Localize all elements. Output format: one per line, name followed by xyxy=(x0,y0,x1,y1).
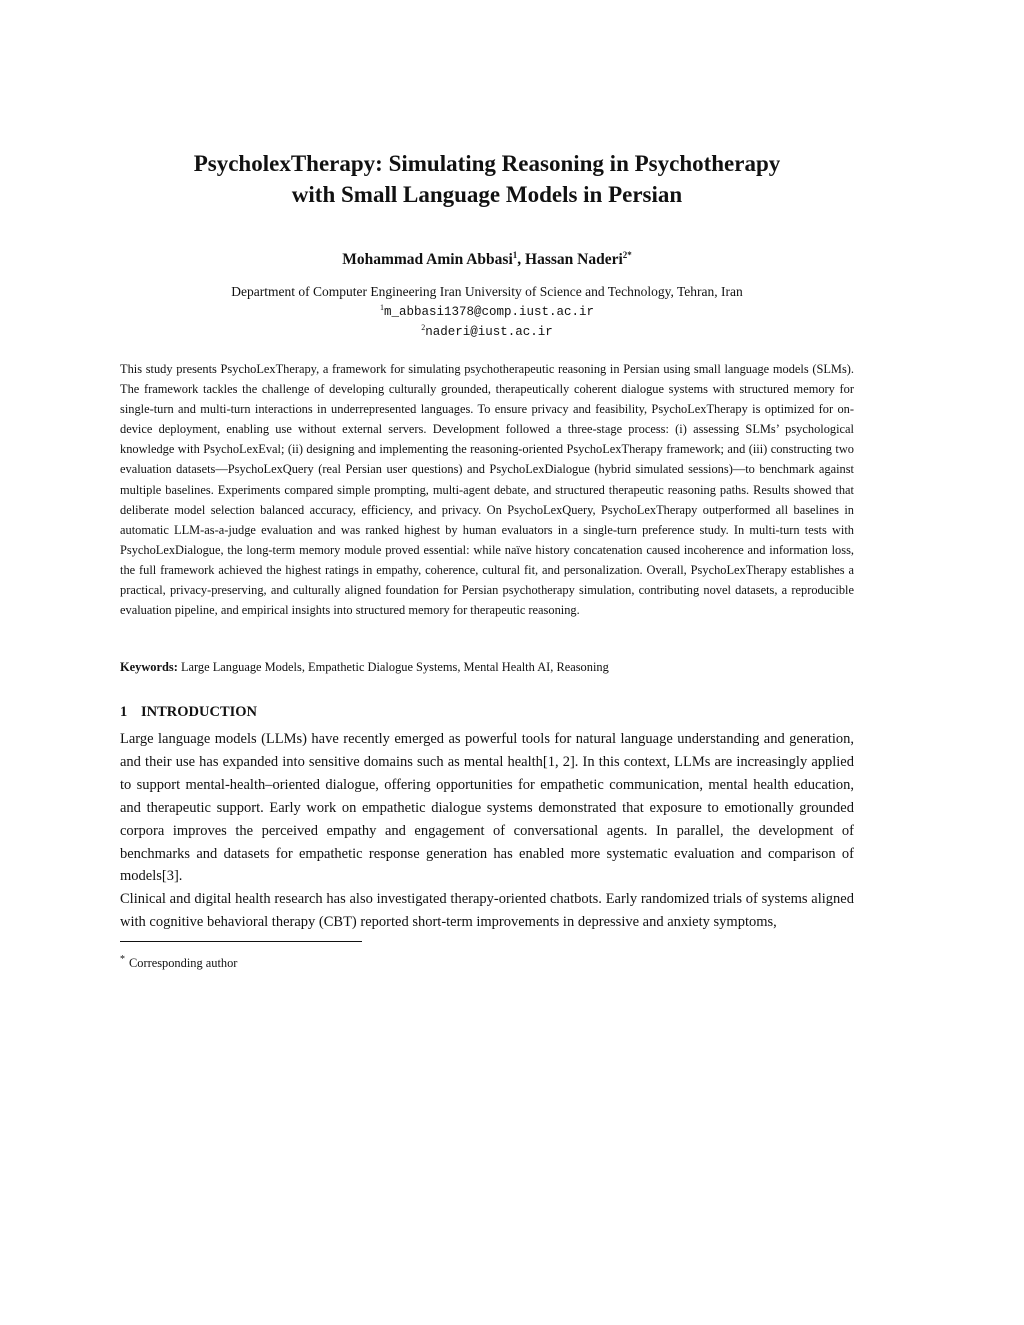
keywords-text: Large Language Models, Empathetic Dialogue Systems, Mental Health AI, Reasoning xyxy=(180,660,609,674)
keywords-label: Keywords: xyxy=(120,660,178,674)
title-line-1: PsycholexTherapy: Simulating Reasoning in Psychotherapy xyxy=(193,151,781,176)
footnote-mark: * xyxy=(120,954,125,965)
footnote xyxy=(120,954,237,972)
keywords xyxy=(120,657,854,677)
email-address: m_abbasi1378@comp.iust.ac.ir xyxy=(383,305,595,319)
author-mark: 1 xyxy=(512,250,518,260)
body-paragraph: Large language models (LLMs) have recently emerged as powerful tools for natural language understanding and generation, and their use has expanded into sensitive domains such as mental health[1, 2]. In this context, LLMs are increasingly applied to support mental-health–oriented dialogue, offering opportunities for empathetic communication, mental health education, and therapeutic support. Early work on empathetic dialogue systems demonstrated that exposure to emotionally grounded corpora improves the perceived empathy and engagement of conversational agents. In parallel, the development of benchmarks and datasets for empathetic response generation has enabled more systematic evaluation and comparison of models[3]. xyxy=(120,731,854,885)
affiliation: Department of Computer Engineering Iran University of Science and Technology, Tehran, Iran xyxy=(231,284,743,299)
paper-title xyxy=(120,148,854,210)
footnote-divider xyxy=(120,941,362,942)
author-list xyxy=(120,249,854,271)
author-email xyxy=(120,323,854,341)
author-name: Hassan Naderi xyxy=(525,251,623,268)
section-title: INTRODUCTION xyxy=(141,704,258,720)
author-email xyxy=(120,303,854,321)
body-paragraph: Clinical and digital health research has also investigated therapy-oriented chatbots. Early randomized trials of systems aligned with cognitive behavioral therapy (CBT) reported short-term improvements in depressive and anxiety symptoms, xyxy=(120,891,854,931)
author-mark: 2* xyxy=(622,250,632,260)
email-mark: 1 xyxy=(379,303,384,312)
abstract: This study presents PsychoLexTherapy, a framework for simulating psychotherapeutic reasoning in Persian using small language models (SLMs). The framework tackles the challenge of developing culturally grounded, therapeutically coherent dialogue systems with structured memory for single-turn and multi-turn interactions in underrepresented languages. To ensure privacy and feasibility, PsychoLexTherapy is optimized for on-device deployment, enabling use without external servers. Development followed a three-stage process: (i) assessing SLMs’ psychological knowledge with PsychoLexEval; (ii) designing and implementing the reasoning-oriented PsychoLexTherapy framework; and (iii) constructing two evaluation datasets—PsychoLexQuery (real Persian user questions) and PsychoLexDialogue (hybrid simulated sessions)—to benchmark against multiple baselines. Experiments compared simple prompting, multi-agent debate, and structured therapeutic reasoning paths. Results showed that deliberate model selection balanced accuracy, efficiency, and privacy. On PsychoLexQuery, PsychoLexTherapy outperformed all baselines in automatic LLM-as-a-judge evaluation and was ranked highest by human evaluators in a single-turn preference study. In multi-turn tests with PsychoLexDialogue, the long-term memory module proved essential: while naïve history concatenation caused incoherence and information loss, the full framework achieved the highest ratings in empathy, coherence, cultural fit, and personalization. Overall, PsychoLexTherapy establishes a practical, privacy-preserving, and culturally aligned foundation for Persian psychotherapy simulation, contributing novel datasets, a reproducible evaluation pipeline, and empirical insights into structured memory for therapeutic reasoning. xyxy=(120,362,854,618)
author-name: Mohammad Amin Abbasi xyxy=(342,251,513,268)
section-number: 1 xyxy=(120,704,128,720)
title-line-2: with Small Language Models in Persian xyxy=(291,182,683,207)
section-heading xyxy=(120,701,257,723)
email-address: naderi@iust.ac.ir xyxy=(425,325,553,339)
author-separator: , xyxy=(517,251,526,268)
introduction-body xyxy=(120,728,854,934)
footnote-text: Corresponding author xyxy=(129,956,238,970)
email-mark: 2 xyxy=(421,323,426,332)
